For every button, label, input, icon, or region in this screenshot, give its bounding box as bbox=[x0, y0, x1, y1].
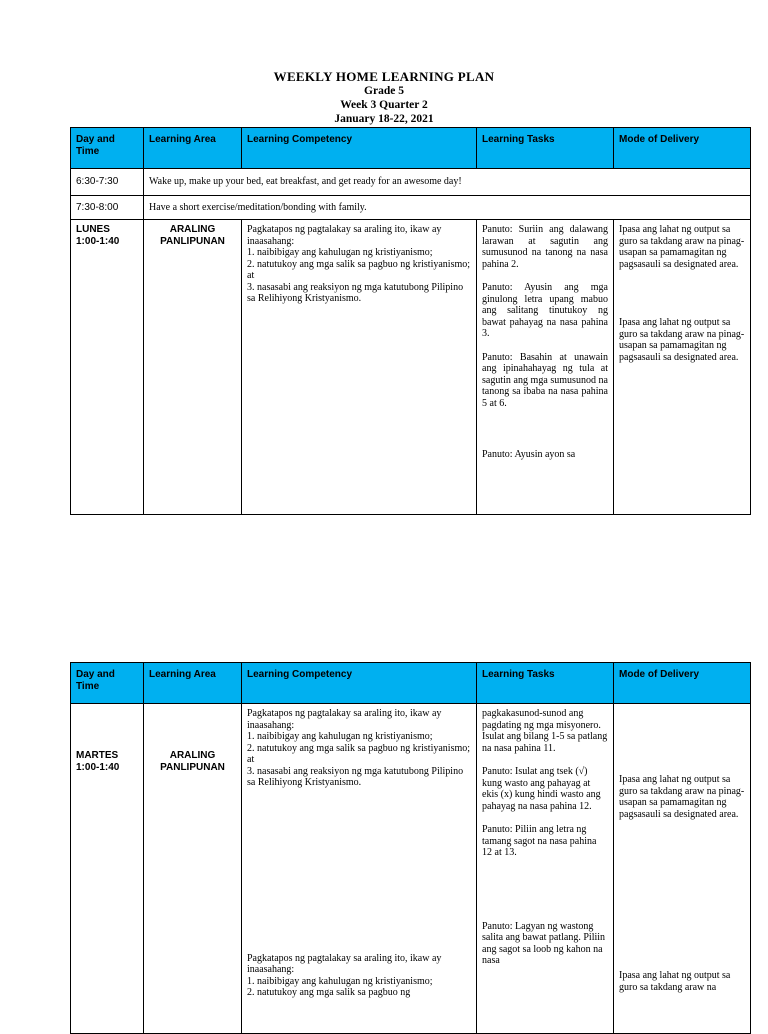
competency-cell bbox=[242, 220, 477, 515]
plan-table-1 bbox=[70, 127, 751, 515]
delivery-item: Ipasa ang lahat ng output sa guro sa takdang araw na bbox=[619, 970, 731, 993]
competency-line: Pagkatapos ng pagtalakay sa araling ito, ikaw ay inaasahang: bbox=[247, 708, 442, 731]
task-item: pagkakasunod-sunod ang pagdating ng mga misyonero. Isulat ang bilang 1-5 sa patlang na nasa pahina 11. bbox=[482, 708, 608, 754]
table-row-martes bbox=[71, 704, 751, 1034]
table-row bbox=[71, 169, 751, 196]
page-header bbox=[0, 70, 768, 126]
table-row-lunes bbox=[71, 220, 751, 515]
date-range: January 18-22, 2021 bbox=[334, 113, 434, 125]
time-label: 1:00-1:40 bbox=[76, 761, 120, 773]
competency-line: 3. nasasabi ang reaksiyon ng mga katutubong Pilipino sa Relihiyong Kristyanismo. bbox=[247, 281, 464, 304]
area-line: ARALING bbox=[169, 750, 216, 761]
competency-line: 2. natutukoy ang mga salik sa pagbuo ng kristiyanismo; at bbox=[247, 742, 471, 765]
learning-area-cell bbox=[144, 220, 242, 515]
competency-line: 2. natutukoy ang mga salik sa pagbuo ng kristiyanismo; at bbox=[247, 258, 471, 281]
task-item: Panuto: Basahin at unawain ang ipinahahayag ng tula at sagutin ang mga sumusunod na tanong sa ibaba na nasa pahina 5 at 6. bbox=[482, 351, 608, 409]
competency-line: 1. naibibigay ang kahulugan ng kristiyanismo; bbox=[247, 247, 433, 258]
col-day-time: Day and Time bbox=[71, 128, 144, 169]
task-item: Panuto: Ayusin ayon sa bbox=[482, 449, 576, 460]
activity-cell: Have a short exercise/meditation/bonding with family. bbox=[144, 196, 751, 220]
table-row bbox=[71, 196, 751, 220]
col-learning-competency: Learning Competency bbox=[242, 128, 477, 169]
col-mode-of-delivery: Mode of Delivery bbox=[614, 663, 751, 704]
delivery-cell bbox=[614, 704, 751, 1034]
area-line: ARALING bbox=[169, 224, 216, 235]
document-title: WEEKLY HOME LEARNING PLAN bbox=[273, 69, 495, 84]
competency-line: Pagkatapos ng pagtalakay sa araling ito, ikaw ay inaasahang: bbox=[247, 224, 442, 247]
competency-cell bbox=[242, 704, 477, 1034]
competency-line: Pagkatapos ng pagtalakay sa araling ito, ikaw ay inaasahang: bbox=[247, 952, 442, 975]
table-header-row bbox=[71, 663, 751, 704]
table-header-row bbox=[71, 128, 751, 169]
task-item: Panuto: Piliin ang letra ng tamang sagot na nasa pahina 12 at 13. bbox=[482, 824, 597, 858]
task-item: Panuto: Suriin ang dalawang larawan at sagutin ang sumusunod na tanong na nasa pahina 2. bbox=[482, 224, 608, 270]
col-learning-competency: Learning Competency bbox=[242, 663, 477, 704]
task-item: Panuto: Ayusin ang mga ginulong letra upang mabuo ang salitang tinutukoy ng bawat pahayag na nasa pahina 3. bbox=[482, 282, 608, 339]
area-line: PANLIPUNAN bbox=[160, 761, 225, 773]
delivery-item: Ipasa ang lahat ng output sa guro sa takdang araw na pinag-usapan sa pamamagitan ng pagsasauli sa designated area. bbox=[619, 224, 745, 270]
delivery-item: Ipasa ang lahat ng output sa guro sa takdang araw na pinag-usapan sa pamamagitan ng pagsasauli sa designated area. bbox=[619, 774, 745, 820]
plan-table-2 bbox=[70, 662, 751, 1034]
activity-cell: Wake up, make up your bed, eat breakfast, and get ready for an awesome day! bbox=[144, 169, 751, 196]
competency-line: 1. naibibigay ang kahulugan ng kristiyanismo; bbox=[247, 731, 433, 742]
learning-area-cell bbox=[144, 704, 242, 1034]
tasks-cell bbox=[477, 220, 614, 515]
week-label: Week 3 Quarter 2 bbox=[340, 99, 428, 111]
col-learning-area: Learning Area bbox=[144, 663, 242, 704]
time-cell: 7:30-8:00 bbox=[71, 196, 144, 220]
day-time-cell bbox=[71, 704, 144, 1034]
col-mode-of-delivery: Mode of Delivery bbox=[614, 128, 751, 169]
day-label: LUNES bbox=[76, 224, 110, 235]
time-label: 1:00-1:40 bbox=[76, 235, 120, 247]
competency-line: 3. nasasabi ang reaksiyon ng mga katutubong Pilipino sa Relihiyong Kristyanismo. bbox=[247, 765, 464, 788]
col-learning-tasks: Learning Tasks bbox=[477, 663, 614, 704]
tasks-cell bbox=[477, 704, 614, 1034]
col-learning-tasks: Learning Tasks bbox=[477, 128, 614, 169]
competency-line: 1. naibibigay ang kahulugan ng kristiyanismo; bbox=[247, 975, 433, 987]
competency-line: 2. natutukoy ang mga salik sa pagbuo ng bbox=[247, 987, 411, 998]
grade-label: Grade 5 bbox=[364, 85, 404, 97]
task-item: Panuto: Lagyan ng wastong salita ang bawat patlang. Piliin ang sagot sa loob ng kahon na nasa bbox=[482, 920, 606, 966]
day-label: MARTES bbox=[76, 750, 119, 761]
time-cell: 6:30-7:30 bbox=[71, 169, 144, 196]
delivery-cell bbox=[614, 220, 751, 515]
col-learning-area: Learning Area bbox=[144, 128, 242, 169]
task-item: Panuto: Isulat ang tsek (√) kung wasto ang pahayag at ekis (x) kung hindi wasto ang pahayag na nasa pahina 12. bbox=[482, 766, 601, 812]
col-day-time: Day and Time bbox=[71, 663, 144, 704]
day-time-cell bbox=[71, 220, 144, 515]
delivery-item: Ipasa ang lahat ng output sa guro sa takdang araw na pinag-usapan sa pamamagitan ng pagsasauli sa designated area. bbox=[619, 317, 745, 363]
area-line: PANLIPUNAN bbox=[160, 235, 225, 247]
